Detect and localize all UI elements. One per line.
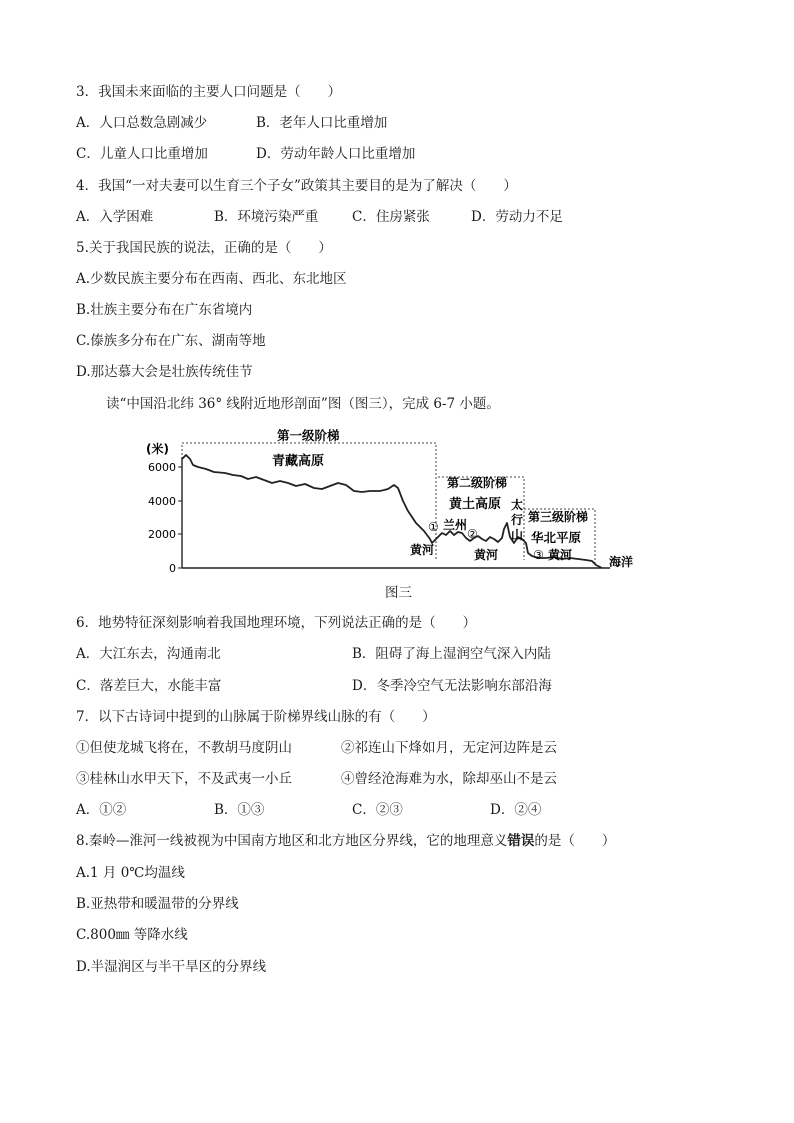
taihang-char-2: 行 [511, 513, 524, 527]
q5-option-c: C.傣族多分布在广东、湖南等地 [76, 333, 266, 349]
q3-option-a: A．人口总数急剧减少 [76, 115, 208, 131]
q4-option-a: A．入学困难 [76, 209, 154, 225]
q7-poem-4: ④曾经沧海难为水，除却巫山不是云 [341, 771, 557, 787]
q5-stem: 5.关于我国民族的说法，正确的是（ ） [76, 240, 332, 256]
q3-option-c: C．儿童人口比重增加 [76, 146, 208, 162]
q6-option-b: B．阻碍了海上湿润空气深入内陆 [352, 646, 551, 662]
q4-option-c: C．住房紧张 [352, 209, 430, 225]
q8-option-a: A.1 月 0℃均温线 [76, 865, 185, 881]
q8-stem [76, 832, 615, 850]
q7-stem: 7．以下古诗词中提到的山脉属于阶梯界线山脉的有（ ） [76, 709, 436, 725]
plateau1-label: 青藏高原 [272, 454, 325, 469]
step1-label: 第一级阶梯 [277, 428, 340, 443]
q6-stem: 6．地势特征深刻影响着我国地理环境，下列说法正确的是（ ） [76, 615, 477, 631]
q7-poem-3: ③桂林山水甲天下，不及武夷一小丘 [76, 771, 292, 787]
y-tick-0: 0 [169, 562, 176, 575]
lanzhou-label: 兰州 [443, 518, 468, 532]
y-tick-4000: 4000 [148, 495, 176, 508]
reading-intro: 读“中国沿北纬 36° 线附近地形剖面”图（图三），完成 6-7 小题。 [106, 396, 500, 412]
q4-option-d: D．劳动力不足 [471, 209, 563, 225]
q6-option-c: C．落差巨大，水能丰富 [76, 678, 222, 694]
q7-option-d: D．②④ [490, 802, 542, 818]
q7-poem-1: ①但使龙城飞将在，不教胡马度阴山 [76, 740, 292, 756]
q6-option-d: D．冬季冷空气无法影响东部沿海 [352, 678, 552, 694]
q8-stem-post: 的是（ ） [534, 833, 616, 849]
q3-option-b: B．老年人口比重增加 [256, 115, 388, 131]
y-tick-6000: 6000 [148, 461, 176, 474]
q5-option-b: B.壮族主要分布在广东省境内 [76, 302, 253, 318]
q3-option-d: D．劳动年龄人口比重增加 [256, 146, 416, 162]
y-axis-unit: (米) [146, 442, 169, 456]
taihang-char-3: 山 [511, 528, 524, 542]
huanghe-label-1: 黄河 [410, 543, 435, 557]
q8-option-d: D.半湿润区与半干旱区的分界线 [76, 959, 267, 975]
huanghe-label-2: 黄河 [474, 548, 499, 562]
q7-poem-2: ②祁连山下烽如月，无定河边阵是云 [341, 740, 557, 756]
terrain-profile-figure [140, 425, 640, 575]
step3-label: 第三级阶梯 [528, 510, 589, 524]
marker-2: ② [467, 527, 478, 541]
plateau2-label: 黄土高原 [449, 497, 502, 512]
q8-stem-pre: 8.秦岭—淮河一线被视为中国南方地区和北方地区分界线，它的地理意义 [76, 833, 508, 849]
step2-label: 第二级阶梯 [447, 476, 508, 490]
figure-caption: 图三 [385, 585, 412, 601]
q6-option-a: A．大江东去，沟通南北 [76, 646, 221, 662]
q4-option-b: B．环境污染严重 [214, 209, 319, 225]
q7-option-a: A．①② [76, 802, 127, 818]
q8-stem-emphasis: 错误 [507, 833, 535, 849]
y-tick-2000: 2000 [148, 528, 176, 541]
q8-option-b: B.亚热带和暖温带的分界线 [76, 896, 239, 912]
plain-label: 华北平原 [531, 530, 582, 545]
q7-option-b: B．①③ [214, 802, 265, 818]
q5-option-d: D.那达慕大会是壮族传统佳节 [76, 364, 253, 380]
q3-stem: 3．我国未来面临的主要人口问题是（ ） [76, 84, 342, 100]
huanghe-label-3: 黄河 [548, 548, 573, 562]
q4-stem: 4．我国“一对夫妻可以生育三个子女”政策其主要目的是为了解决（ ） [76, 178, 517, 194]
q8-option-c: C.800㎜ 等降水线 [76, 927, 188, 943]
q5-option-a: A.少数民族主要分布在西南、西北、东北地区 [76, 271, 347, 287]
marker-1: ① [428, 520, 439, 534]
marker-3: ③ [533, 548, 544, 562]
taihang-char-1: 太 [511, 498, 524, 512]
ocean-label: 海洋 [609, 555, 634, 569]
q7-option-c: C．②③ [352, 802, 403, 818]
